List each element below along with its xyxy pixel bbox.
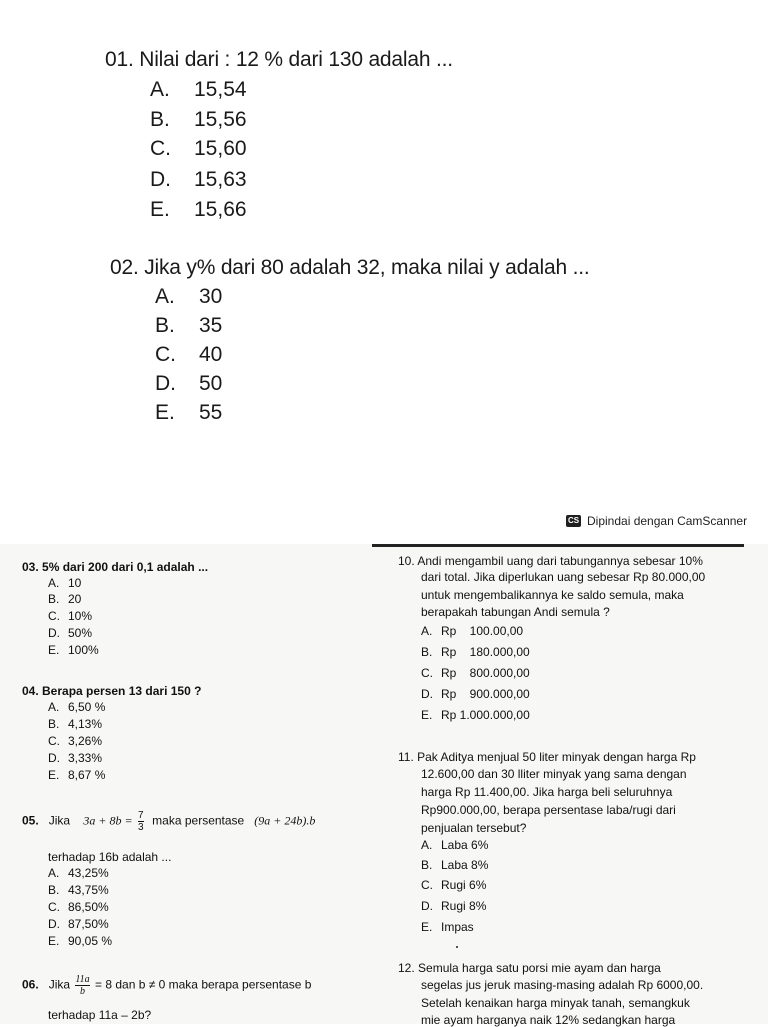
question-12-line-3: Setelah kenaikan harga minyak tanah, semangkuk [421,996,690,1010]
q2-option-d[interactable]: D. 50 [155,372,223,395]
q4-option-d[interactable]: D. 3,33% [48,751,103,765]
q5-option-e[interactable]: E. 90,05 % [48,934,113,948]
q4-option-c[interactable]: C. 3,26% [48,734,103,748]
scanned-page [0,544,768,1027]
q1-option-a[interactable]: A. 15,54 [150,78,247,101]
q11-option-e[interactable]: E. Impas [421,920,474,934]
question-11-line-2: 12.600,00 dan 30 lliter minyak yang sama dengan [421,767,687,781]
q10-option-d[interactable]: D. Rp 900.000,00 [421,687,530,701]
question-11-line-1: 11. Pak Aditya menjual 50 liter minyak dengan harga Rp [398,750,696,764]
q2-option-b[interactable]: B. 35 [155,314,223,337]
q3-option-d[interactable]: D. 50% [48,626,93,640]
q6-fraction: $\frac{11a}{b}$ [75,974,90,997]
question-12-line-2: segelas jus jeruk masing-masing adalah Rp 6000,00. [421,978,704,992]
q1-option-b[interactable]: B. 15,56 [150,108,247,131]
q11-option-a[interactable]: A. Laba 6% [421,838,489,852]
q3-option-b[interactable]: B. 20 [48,592,82,606]
q1-option-e[interactable]: E. 15,66 [150,198,247,221]
camscanner-label: Dipindai dengan CamScanner [587,514,748,528]
q4-option-a[interactable]: A. 6,50 % [48,700,106,714]
q4-option-b[interactable]: B. 4,13% [48,717,103,731]
q3-option-a[interactable]: A. 10 [48,576,82,590]
camscanner-badge [566,514,747,528]
q11-option-b[interactable]: B. Laba 8% [421,858,489,872]
scan-speck [456,946,458,948]
q2-option-c[interactable]: C. 40 [155,343,223,366]
question-10-line-3: untuk mengembalikannya ke saldo semula, maka [421,588,684,602]
q5-option-d[interactable]: D. 87,50% [48,917,109,931]
camscanner-logo-icon: CS [567,516,580,525]
q3-option-e[interactable]: E. 100% [48,643,99,657]
question-10-line-2: dari total. Jika diperlukan uang sebesar Rp 80.000,00 [421,570,706,584]
question-1-text: 01. Nilai dari : 12 % dari 130 adalah ... [105,48,453,71]
question-12-line-4: mie ayam harganya naik 12% sedangkan harga [421,1013,676,1027]
q11-option-d[interactable]: D. Rugi 8% [421,899,487,913]
q5-option-b[interactable]: B. 43,75% [48,883,109,897]
q10-option-e[interactable]: E. Rp 1.000.000,00 [421,708,530,722]
q1-option-d[interactable]: D. 15,63 [150,168,247,191]
question-2-text: 02. Jika y% dari 80 adalah 32, maka nilai y adalah ... [110,256,590,279]
q2-option-a[interactable]: A. 30 [155,285,223,308]
q2-option-e[interactable]: E. 55 [155,401,223,424]
q6-line2: terhadap 11a – 2b? [48,1008,152,1022]
question-3-text: 03. 5% dari 200 dari 0,1 adalah ... [22,560,209,574]
question-11-line-4: Rp900.000,00, berapa persentase laba/rugi dari [421,803,676,817]
q3-option-c[interactable]: C. 10% [48,609,93,623]
q1-option-c[interactable]: C. 15,60 [150,137,247,160]
q11-option-c[interactable]: C. Rugi 6% [421,878,487,892]
question-12-line-1: 12. Semula harga satu porsi mie ayam dan harga [398,961,661,975]
q5-fraction: $\frac{7}{3}$ [137,810,144,833]
question-11-line-3: harga Rp 11.400,00. Jika harga beli seluruhnya [421,785,673,799]
top-section [0,0,768,505]
question-11-line-5: penjualan tersebut? [421,821,527,835]
question-5-text: 05. Jika 3a + 8b = $\frac{7}{3}$ maka persentase (9a + 24b).b [22,810,316,833]
question-10-line-4: berapakah tabungan Andi semula ? [421,605,610,619]
question-4-text: 04. Berapa persen 13 dari 150 ? [22,684,202,698]
q5-option-a[interactable]: A. 43,25% [48,866,109,880]
q10-option-b[interactable]: B. Rp 180.000,00 [421,645,530,659]
question-10-line-1: 10. Andi mengambil uang dari tabungannya sebesar 10% [398,554,703,568]
top-divider [372,544,744,547]
q10-option-a[interactable]: A. Rp 100.00,00 [421,624,524,638]
q10-option-c[interactable]: C. Rp 800.000,00 [421,666,530,680]
q5-option-c[interactable]: C. 86,50% [48,900,109,914]
q4-option-e[interactable]: E. 8,67 % [48,768,106,782]
question-6-text: 06. Jika $\frac{11a}{b}$ = 8 dan b ≠ 0 maka berapa persentase b [22,974,312,997]
q5-line2: terhadap 16b adalah ... [48,850,172,864]
